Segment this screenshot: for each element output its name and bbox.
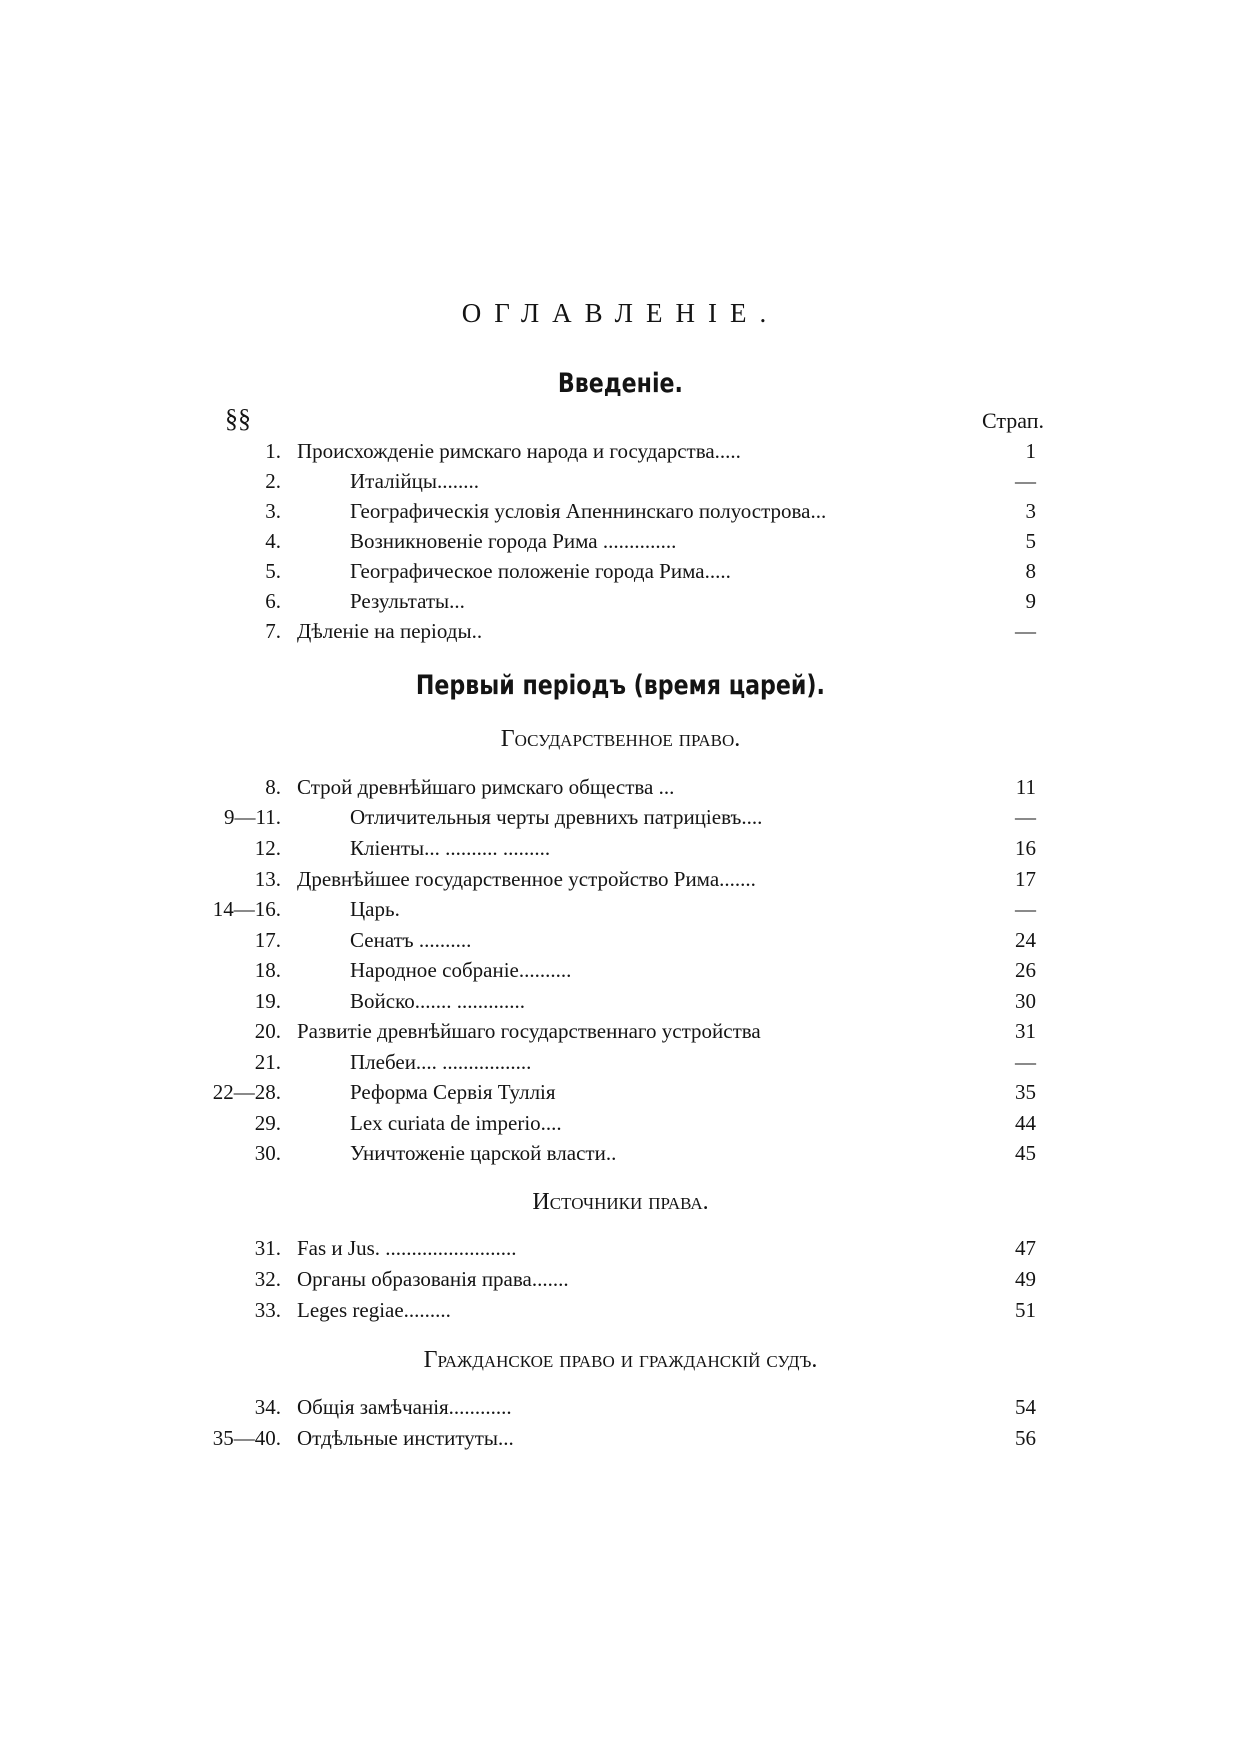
entry-title: Происхожденіе римскаго народа и государства..... — [297, 439, 741, 463]
toc-entry — [0, 802, 1241, 832]
subheading-state-law: Государственное право. — [500, 726, 741, 752]
entry-page: 31 — [1015, 1019, 1036, 1043]
entry-page: 11 — [1015, 775, 1036, 799]
entry-title: Leges regiae......... — [297, 1298, 451, 1322]
entry-number: 22—28. — [212, 1080, 281, 1104]
entry-number: 18. — [254, 958, 281, 982]
entry-title: Развитіе древнѣйшаго государственнаго устройства — [297, 1019, 761, 1043]
entry-title: Lex curiata de imperio.... — [350, 1111, 562, 1135]
entry-title: Строй древнѣйшаго римскаго общества ... — [297, 775, 675, 799]
entry-page: 26 — [1015, 958, 1036, 982]
entry-page: 9 — [1025, 589, 1036, 613]
subheading-sources-of-law: Источники права. — [532, 1189, 709, 1215]
section-heading-introduction: Введеніе. — [557, 368, 683, 399]
entry-number: 9—11. — [224, 805, 281, 829]
toc-entry — [0, 986, 1241, 1016]
entry-title: Уничтоженіе царской власти.. — [350, 1141, 617, 1165]
entry-page: 5 — [1025, 529, 1036, 553]
entry-number: 8. — [265, 775, 281, 799]
entry-title: Органы образованія права....... — [297, 1267, 569, 1291]
entry-title: Результаты... — [350, 589, 465, 613]
entry-page: — — [1015, 1050, 1036, 1074]
toc-entry — [0, 1016, 1241, 1046]
entry-title: Сенатъ .......... — [350, 928, 472, 952]
entry-number: 21. — [254, 1050, 281, 1074]
entry-page: 47 — [1015, 1236, 1036, 1260]
entry-title: Древнѣйшее государственное устройство Рима....... — [297, 867, 756, 891]
entry-number: 2. — [265, 469, 281, 493]
toc-entry — [0, 1264, 1241, 1294]
entry-number: 14—16. — [212, 897, 281, 921]
page-title: ОГЛАВЛЕНІЕ. — [461, 298, 780, 328]
entry-page: — — [1015, 897, 1036, 921]
entry-number: 3. — [265, 499, 281, 523]
entry-page: 16 — [1015, 836, 1036, 860]
entry-title: Войско....... ............. — [350, 989, 525, 1013]
toc-entry — [0, 496, 1241, 526]
entry-number: 5. — [265, 559, 281, 583]
entry-page: 44 — [1015, 1111, 1036, 1135]
toc-entry — [0, 1423, 1241, 1453]
entry-page: 30 — [1015, 989, 1036, 1013]
subheading-civil-law: Гражданское право и гражданскій судъ. — [423, 1347, 818, 1373]
toc-entry — [0, 616, 1241, 646]
toc-entry — [0, 556, 1241, 586]
entry-number: 12. — [254, 836, 281, 860]
entry-number: 19. — [254, 989, 281, 1013]
entry-page: 3 — [1025, 499, 1036, 523]
entry-page: 51 — [1015, 1298, 1036, 1322]
entry-page: 8 — [1025, 559, 1036, 583]
entry-title: Отличительныя черты древнихъ патриціевъ.... — [350, 805, 763, 829]
entry-number: 35—40. — [212, 1426, 281, 1450]
entry-title: Дѣленіе на періоды.. — [297, 619, 483, 643]
entry-number: 13. — [254, 867, 281, 891]
entry-page: 35 — [1015, 1080, 1036, 1104]
entry-title: Fas и Jus. ......................... — [297, 1236, 517, 1260]
entry-page: 1 — [1025, 439, 1036, 463]
toc-entry — [0, 436, 1241, 466]
entry-title: Кліенты... .......... ......... — [350, 836, 551, 860]
entry-page: 24 — [1015, 928, 1036, 952]
entry-page: 45 — [1015, 1141, 1036, 1165]
toc-entry — [0, 864, 1241, 894]
toc-entry — [0, 586, 1241, 616]
entry-page: 49 — [1015, 1267, 1036, 1291]
pages-column-label: Страп. — [981, 408, 1044, 433]
entry-number: 7. — [265, 619, 281, 643]
toc-entry — [0, 894, 1241, 924]
entry-title: Италійцы........ — [350, 469, 480, 493]
entry-page: — — [1015, 805, 1036, 829]
entry-page: 54 — [1015, 1395, 1036, 1419]
toc-entry — [0, 526, 1241, 556]
entry-title: Народное собраніе.......... — [350, 958, 572, 982]
entry-number: 4. — [265, 529, 281, 553]
entry-number: 31. — [254, 1236, 281, 1260]
entry-page: 17 — [1015, 867, 1036, 891]
entry-page: — — [1015, 469, 1036, 493]
entry-number: 32. — [254, 1267, 281, 1291]
toc-entry — [0, 1138, 1241, 1168]
entry-title: Реформа Сервія Туллія — [350, 1080, 556, 1104]
entry-number: 6. — [265, 589, 281, 613]
toc-entry — [0, 1077, 1241, 1107]
entry-title: Отдѣльные институты... — [297, 1426, 514, 1450]
entry-title: Географическія условія Апеннинскаго полуострова... — [350, 499, 827, 523]
entry-number: 20. — [254, 1019, 281, 1043]
toc-entry — [0, 1392, 1241, 1422]
entry-title: Общія замѣчанія............ — [297, 1395, 512, 1419]
toc-entry — [0, 1047, 1241, 1077]
entry-title: Царь. — [350, 897, 400, 921]
entry-number: 29. — [254, 1111, 281, 1135]
entry-title: Плебеи.... ................. — [350, 1050, 532, 1074]
entry-title: Географическое положеніе города Рима..... — [350, 559, 731, 583]
toc-entry — [0, 1233, 1241, 1263]
toc-entry — [0, 955, 1241, 985]
entry-number: 1. — [265, 439, 281, 463]
entry-number: 30. — [254, 1141, 281, 1165]
toc-entry — [0, 1295, 1241, 1325]
toc-entry — [0, 833, 1241, 863]
entry-page: 56 — [1015, 1426, 1036, 1450]
section-sign: §§ — [225, 404, 251, 433]
toc-entry — [0, 925, 1241, 955]
toc-entry — [0, 1108, 1241, 1138]
entry-number: 34. — [254, 1395, 281, 1419]
toc-entry — [0, 772, 1241, 802]
toc-entry — [0, 466, 1241, 496]
entry-page: — — [1015, 619, 1036, 643]
entry-title: Возникновеніе города Рима .............. — [350, 529, 677, 553]
section-heading-first-period: Первый періодъ (время царей). — [415, 670, 825, 701]
entry-number: 17. — [254, 928, 281, 952]
entry-number: 33. — [254, 1298, 281, 1322]
